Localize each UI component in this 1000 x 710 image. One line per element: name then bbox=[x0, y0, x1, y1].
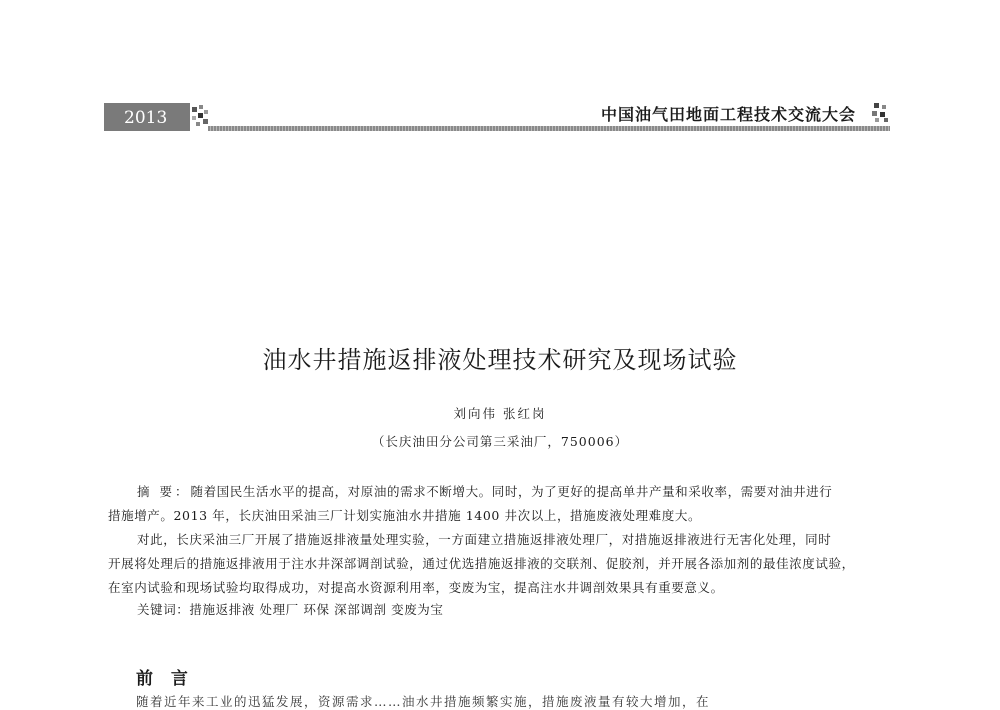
header-rule bbox=[208, 126, 890, 131]
abstract-line: 措施增产。2013 年，长庆油田采油三厂计划实施油水井措施 1400 井次以上，措施废液处理难度大。 bbox=[108, 508, 702, 523]
abstract-line bbox=[137, 482, 892, 502]
section-heading: 前 言 bbox=[136, 669, 194, 689]
year-badge: 2013 bbox=[104, 103, 190, 131]
abstract-line: 在室内试验和现场试验均取得成功，对提高水资源利用率，变废为宝，提高注水井调剖效果具有重要意义。 bbox=[108, 580, 724, 595]
keywords-label: 关键词： bbox=[137, 602, 190, 617]
body-text-partial: 随着近年来工业的迅猛发展，资源需求……油水井措施频繁实施，措施废液量有较大增加，在 bbox=[136, 694, 711, 709]
authors: 刘向伟 张红岗 bbox=[453, 406, 547, 421]
keywords-text: 措施返排液 处理厂 环保 深部调剖 变废为宝 bbox=[189, 602, 444, 617]
abstract-label: 摘 要： bbox=[137, 484, 191, 499]
abstract-line: 开展将处理后的措施返排液用于注水井深部调剖试验，通过优选措施返排液的交联剂、促胶剂，并开展各添加剂的最佳浓度试验， bbox=[108, 556, 855, 571]
running-header bbox=[104, 103, 890, 131]
paper-title: 油水井措施返排液处理技术研究及现场试验 bbox=[262, 346, 738, 374]
abstract-text: 随着国民生活水平的提高，对原油的需求不断增大。同时，为了更好的提高单井产量和采收率，需要对油井进行 bbox=[190, 484, 833, 499]
decorative-dots-icon bbox=[872, 103, 890, 125]
conference-title: 中国油气田地面工程技术交流大会 bbox=[600, 105, 856, 124]
affiliation: （长庆油田分公司第三采油厂，750006） bbox=[371, 434, 629, 449]
keywords-line bbox=[137, 600, 892, 620]
abstract-line: 对此，长庆采油三厂开展了措施返排液量处理实验，一方面建立措施返排液处理厂，对措施返排液进行无害化处理，同时 bbox=[137, 532, 832, 547]
